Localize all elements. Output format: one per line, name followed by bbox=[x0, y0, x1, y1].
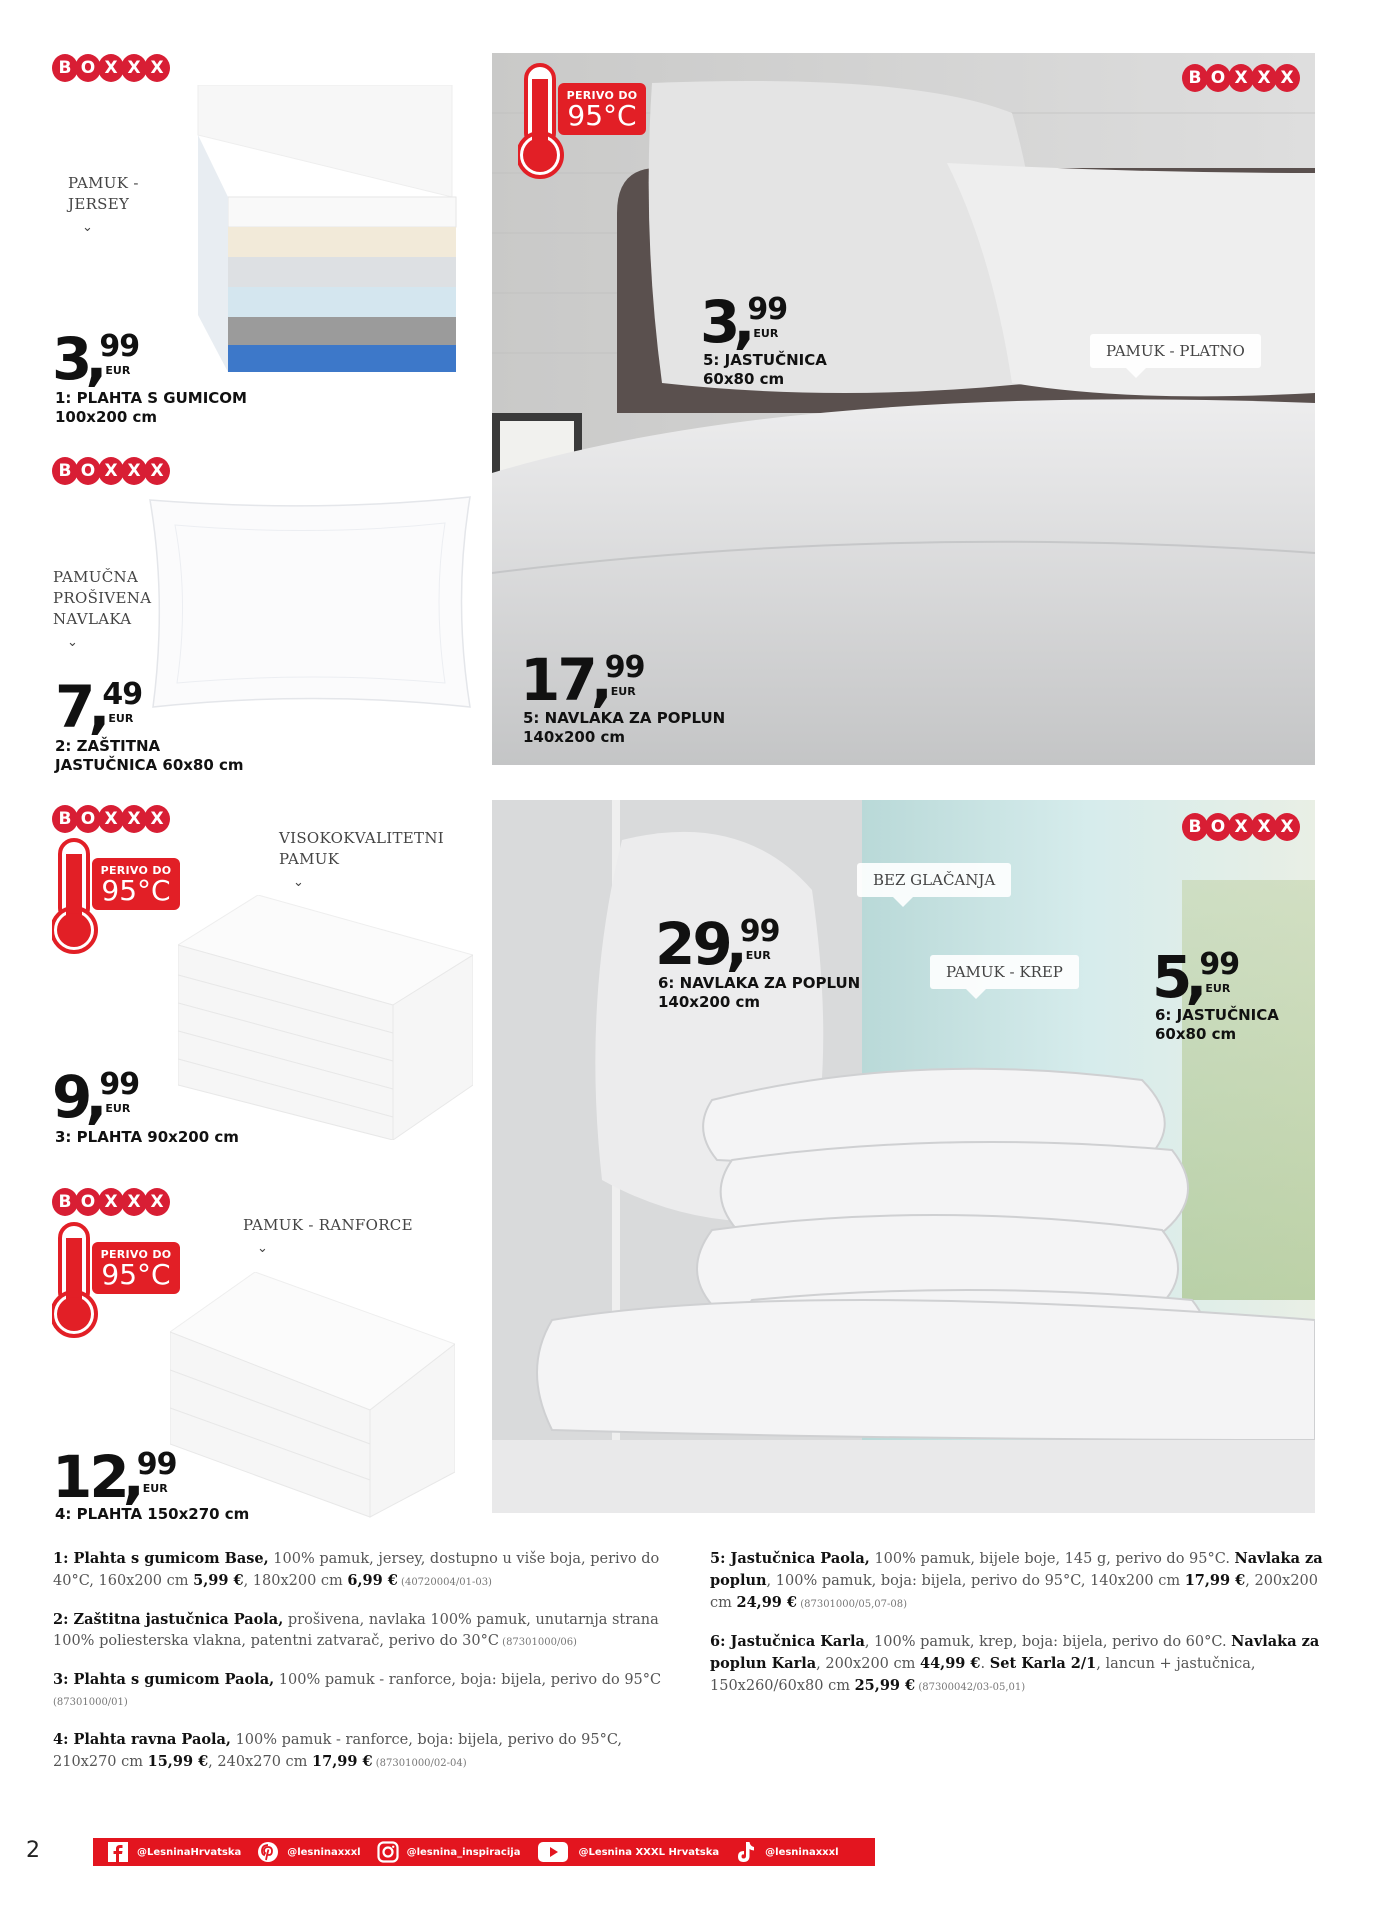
boxxx-logo: B O X X X bbox=[52, 54, 170, 82]
material-label: PAMUČNA PROŠIVENA NAVLAKA ⌄ bbox=[53, 567, 151, 653]
description-1: 1: Plahta s gumicom Base, 100% pamuk, jersey, dostupno u više boja, perivo do 40°C, 160x200 cm 5,99 €, 180x200 cm 6,99 € (40720004/01-03) bbox=[53, 1550, 660, 1589]
pillowcase-5-name: 5: JASTUČNICA 60x80 cm bbox=[703, 351, 827, 388]
callout-material: PAMUK - KREP bbox=[930, 955, 1079, 989]
description-6: 6: Jastučnica Karla, 100% pamuk, krep, boja: bijela, perivo do 60°C. Navlaka za poplun Karla, 200x200 cm 44,99 €. Set Karla 2/1, lancun + jastučnica, 150x260/60x80 cm 25,99 € (87300042/03-05,01) bbox=[710, 1633, 1320, 1694]
price-product-3: 9 , 99 EUR bbox=[52, 1063, 140, 1131]
description-2: 2: Zaštitna jastučnica Paola, prošivena, navlaka 100% pamuk, unutarnja strana 100% poliesterska vlakna, patentni zatvarač, perivo do 30°C (87301000/06) bbox=[53, 1611, 659, 1649]
description-4: 4: Plahta ravna Paola, 100% pamuk - ranforce, boja: bijela, perivo do 95°C, 210x270 cm 15,99 €, 240x270 cm 17,99 € (87301000/02-04) bbox=[53, 1731, 623, 1770]
product-image-flat-sheets-ranforce bbox=[170, 1272, 455, 1522]
social-link-pinterest[interactable]: @lesninaxxxl bbox=[257, 1841, 360, 1863]
chevron-down-icon: ⌄ bbox=[67, 635, 79, 650]
social-footer-bar bbox=[93, 1838, 875, 1866]
wash-temperature-badge: PERIVO DO 95°C bbox=[518, 63, 648, 183]
instagram-icon bbox=[377, 1841, 399, 1863]
callout-material: PAMUK - PLATNO bbox=[1090, 334, 1261, 368]
price-duvet-cover-5: 17 , 99 EUR bbox=[520, 646, 645, 714]
product-2-name: 2: ZAŠTITNA JASTUČNICA 60x80 cm bbox=[55, 737, 244, 774]
boxxx-logo: B O X X X bbox=[52, 805, 170, 833]
product-4-name: 4: PLAHTA 150x270 cm bbox=[55, 1505, 250, 1523]
pillowcase-6-name: 6: JASTUČNICA 60x80 cm bbox=[1155, 1006, 1279, 1043]
youtube-icon bbox=[536, 1841, 570, 1863]
boxxx-logo: B O X X X bbox=[1182, 813, 1300, 841]
product-3-name: 3: PLAHTA 90x200 cm bbox=[55, 1128, 239, 1146]
social-link-instagram[interactable]: @lesnina_inspiracija bbox=[377, 1841, 521, 1863]
boxxx-logo: B O X X X bbox=[52, 1188, 170, 1216]
description-3: 3: Plahta s gumicom Paola, 100% pamuk - ranforce, boja: bijela, perivo do 95°C (87301000/01) bbox=[53, 1671, 662, 1708]
price-product-1: 3 , 99 EUR bbox=[52, 325, 140, 393]
duvet-cover-5-name: 5: NAVLAKA ZA POPLUN 140x200 cm bbox=[523, 709, 726, 746]
boxxx-logo: B O X X X bbox=[1182, 64, 1300, 92]
wash-temperature-badge: PERIVO DO 95°C bbox=[52, 1222, 182, 1342]
pinterest-icon bbox=[257, 1841, 279, 1863]
material-label: PAMUK - RANFORCE ⌄ bbox=[243, 1215, 413, 1259]
page-number: 2 bbox=[26, 1838, 40, 1863]
product-image-protective-pillowcase bbox=[145, 495, 480, 710]
photo-stacked-pillows bbox=[492, 800, 1315, 1513]
material-label: VISOKOKVALITETNI PAMUK ⌄ bbox=[279, 828, 444, 893]
material-label: PAMUK - JERSEY ⌄ bbox=[68, 173, 139, 238]
description-5: 5: Jastučnica Paola, 100% pamuk, bijele boje, 145 g, perivo do 95°C. Navlaka za poplun, 100% pamuk, boja: bijela, perivo do 95°C, 140x200 cm 17,99 €, 200x200 cm 24,99 € (87301000/05,07-08) bbox=[710, 1550, 1323, 1611]
chevron-down-icon: ⌄ bbox=[257, 1241, 269, 1256]
product-image-fitted-sheets bbox=[190, 85, 465, 375]
callout-no-ironing: BEZ GLAČANJA bbox=[857, 863, 1011, 897]
photo-bedroom-grey-bedding bbox=[492, 53, 1315, 765]
tiktok-icon bbox=[735, 1841, 757, 1863]
product-image-flat-sheets bbox=[178, 895, 473, 1140]
social-link-youtube[interactable]: @Lesnina XXXL Hrvatska bbox=[536, 1841, 719, 1863]
chevron-down-icon: ⌄ bbox=[82, 220, 94, 235]
wash-temperature-badge: PERIVO DO 95°C bbox=[52, 838, 182, 958]
duvet-cover-6-name: 6: NAVLAKA ZA POPLUN 140x200 cm bbox=[658, 974, 861, 1011]
product-descriptions-left bbox=[53, 1548, 683, 1790]
price-product-2: 7 , 49 EUR bbox=[55, 673, 143, 741]
price-duvet-cover-6: 29 , 99 EUR bbox=[655, 910, 780, 978]
facebook-icon bbox=[107, 1841, 129, 1863]
chevron-down-icon: ⌄ bbox=[293, 875, 305, 890]
boxxx-logo: B O X X X bbox=[52, 457, 170, 485]
product-1-name: 1: PLAHTA S GUMICOM 100x200 cm bbox=[55, 389, 247, 426]
price-pillowcase-6: 5 , 99 EUR bbox=[1152, 943, 1240, 1011]
social-link-facebook[interactable]: @LesninaHrvatska bbox=[107, 1841, 241, 1863]
price-product-4: 12 , 99 EUR bbox=[52, 1443, 177, 1511]
product-descriptions-right bbox=[710, 1548, 1340, 1714]
social-link-tiktok[interactable]: @lesninaxxxl bbox=[735, 1841, 838, 1863]
price-pillowcase-5: 3 , 99 EUR bbox=[700, 288, 788, 356]
